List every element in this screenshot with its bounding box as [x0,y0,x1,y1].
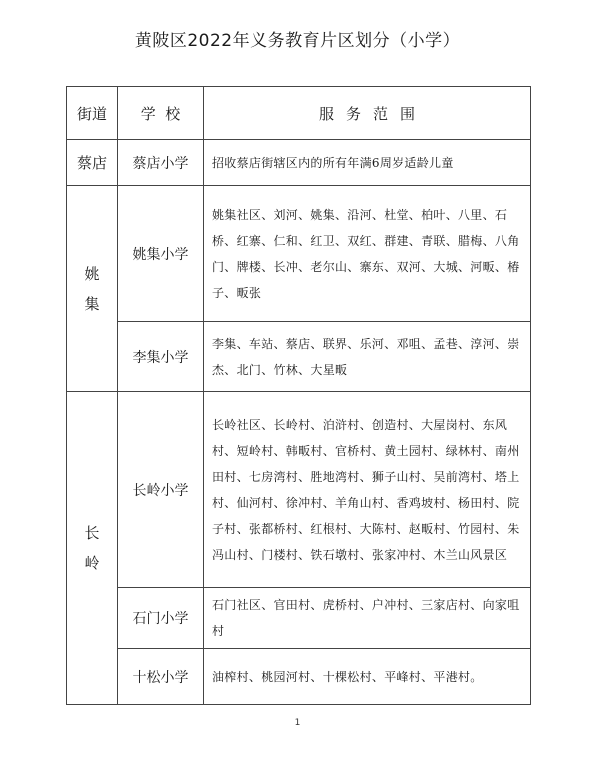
scope-cell: 石门社区、官田村、虎桥村、户冲村、三家店村、向家咀村 [204,588,531,649]
table-row [67,588,531,649]
school-cell: 十松小学 [118,649,204,705]
scope-cell: 长岭社区、长岭村、泊浒村、创造村、大屋岗村、东风村、短岭村、韩畈村、官桥村、黄土园村、绿林村、南州田村、七房湾村、胜地湾村、狮子山村、吴前湾村、塔上村、仙河村、徐冲村、羊角山村、香鸡坡村、杨田村、院子村、张都桥村、红根村、大陈村、赵畈村、竹园村、朱冯山村、门楼村、铁石墩村、张家冲村、木兰山风景区 [204,392,531,588]
street-char: 集 [84,294,100,313]
header-street: 街道 [67,87,118,140]
document-title: 黄陂区2022年义务教育片区划分（小学） [134,31,461,51]
school-cell: 蔡店小学 [118,140,204,186]
district-zoning-table [66,86,531,705]
street-char: 姚 [84,264,100,283]
table-row [67,392,531,588]
street-cell-changling [67,392,118,705]
school-cell: 石门小学 [118,588,204,649]
scope-cell: 招收蔡店街辖区内的所有年满6周岁适龄儿童 [204,140,531,186]
table-row [67,322,531,392]
table-row [67,649,531,705]
header-school: 学 校 [118,87,204,140]
page-number: 1 [294,718,301,728]
table-row [67,140,531,186]
scope-cell: 姚集社区、刘河、姚集、沿河、杜堂、柏叶、八里、石桥、红寨、仁和、红卫、双红、群建、青联、腊梅、八角门、牌楼、长冲、老尔山、寨东、双河、大城、河畈、椿子、畈张 [204,186,531,322]
table-header-row [67,87,531,140]
street-cell-yaoji [67,186,118,392]
table-row [67,186,531,322]
street-cell-caidian: 蔡店 [67,140,118,186]
header-service-scope: 服务范围 [204,87,531,140]
scope-cell: 油榨村、桃园河村、十棵松村、平峰村、平港村。 [204,649,531,705]
scope-cell: 李集、车站、蔡店、联界、乐河、邓咀、孟巷、淳河、崇杰、北门、竹林、大星畈 [204,322,531,392]
school-cell: 长岭小学 [118,392,204,588]
street-char: 岭 [84,554,100,572]
street-char: 长 [84,524,100,542]
school-cell: 李集小学 [118,322,204,392]
school-cell: 姚集小学 [118,186,204,322]
